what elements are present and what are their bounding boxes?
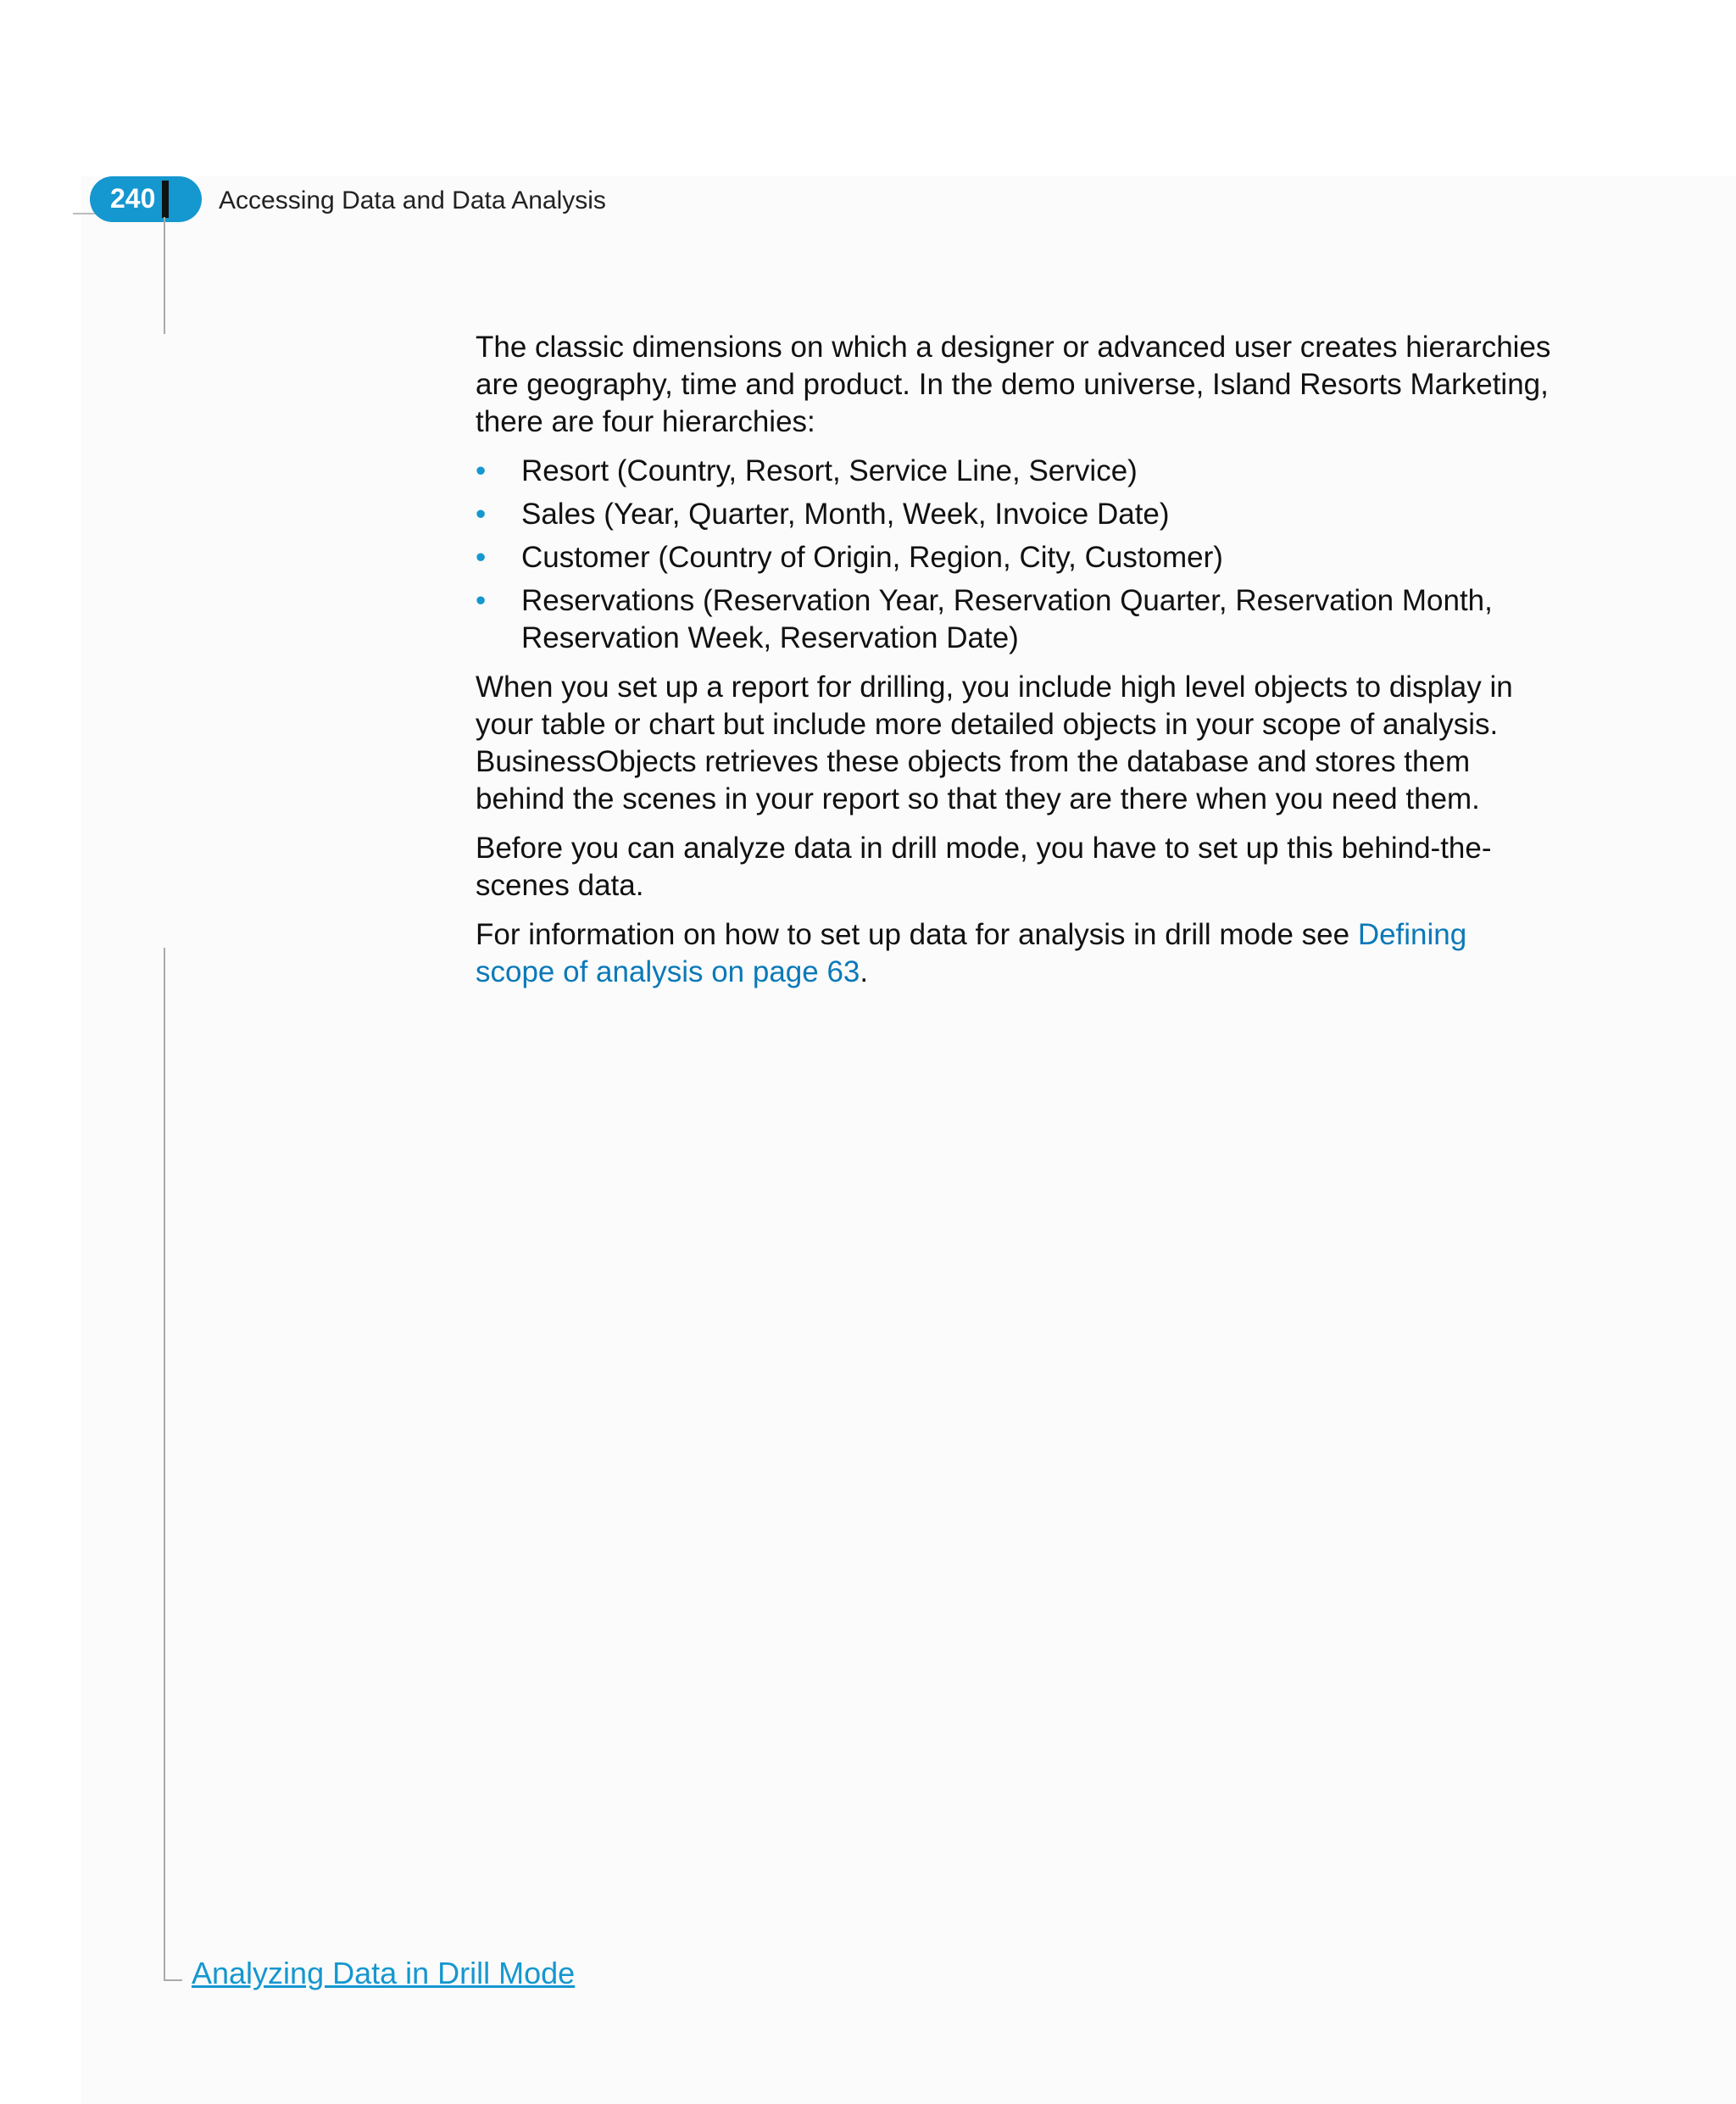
behind-scenes-paragraph: Before you can analyze data in drill mode, you have to set up this behind-the-scenes data. (476, 832, 1492, 902)
hierarchy-item-sales (476, 496, 1552, 533)
scope-analysis-link[interactable]: Defining scope of analysis on page 63 (476, 918, 1467, 988)
hierarchy-list (476, 453, 1552, 657)
hierarchy-item-customer (476, 539, 1552, 576)
hierarchy-item-text: Reservations (Reservation Year, Reservation Quarter, Reservation Month, Reservation Week, Reservation Date) (521, 584, 1493, 654)
running-header: Accessing Data and Data Analysis (219, 186, 606, 214)
drilling-paragraph: When you set up a report for drilling, you include high level objects to display in your table or chart but include more detailed objects in your scope of analysis. BusinessObjects retrieves these objects from the database and stores them behind the scenes in your report so that they are there when you need them. (476, 671, 1513, 815)
document-content (476, 329, 1552, 1003)
chapter-footer-link[interactable]: Analyzing Data in Drill Mode (192, 1956, 576, 1990)
reference-paragraph (476, 916, 1552, 991)
hierarchy-item-resort (476, 453, 1552, 490)
bullet-icon: • (476, 454, 487, 487)
page-number-bar (162, 181, 169, 218)
hierarchy-item-reservations (476, 582, 1552, 657)
hierarchy-item-text: Sales (Year, Quarter, Month, Week, Invoice Date) (521, 498, 1170, 531)
bullet-icon: • (476, 498, 487, 531)
left-margin-rule-top (164, 217, 165, 334)
left-margin-rule-bottom (164, 948, 165, 1981)
bullet-icon: • (476, 541, 487, 574)
reference-text: For information on how to set up data for analysis in drill mode see (476, 918, 1358, 951)
bullet-icon: • (476, 584, 487, 617)
page-number: 240 (110, 183, 156, 214)
intro-paragraph: The classic dimensions on which a designer or advanced user creates hierarchies are geography, time and product. In the demo universe, Island Resorts Marketing, there are four hierarchies: (476, 331, 1551, 438)
hierarchy-item-text: Resort (Country, Resort, Service Line, Service) (521, 454, 1138, 487)
reference-period: . (860, 955, 869, 988)
hierarchy-item-text: Customer (Country of Origin, Region, City, Customer) (521, 541, 1223, 574)
footer-rule (164, 1979, 182, 1981)
